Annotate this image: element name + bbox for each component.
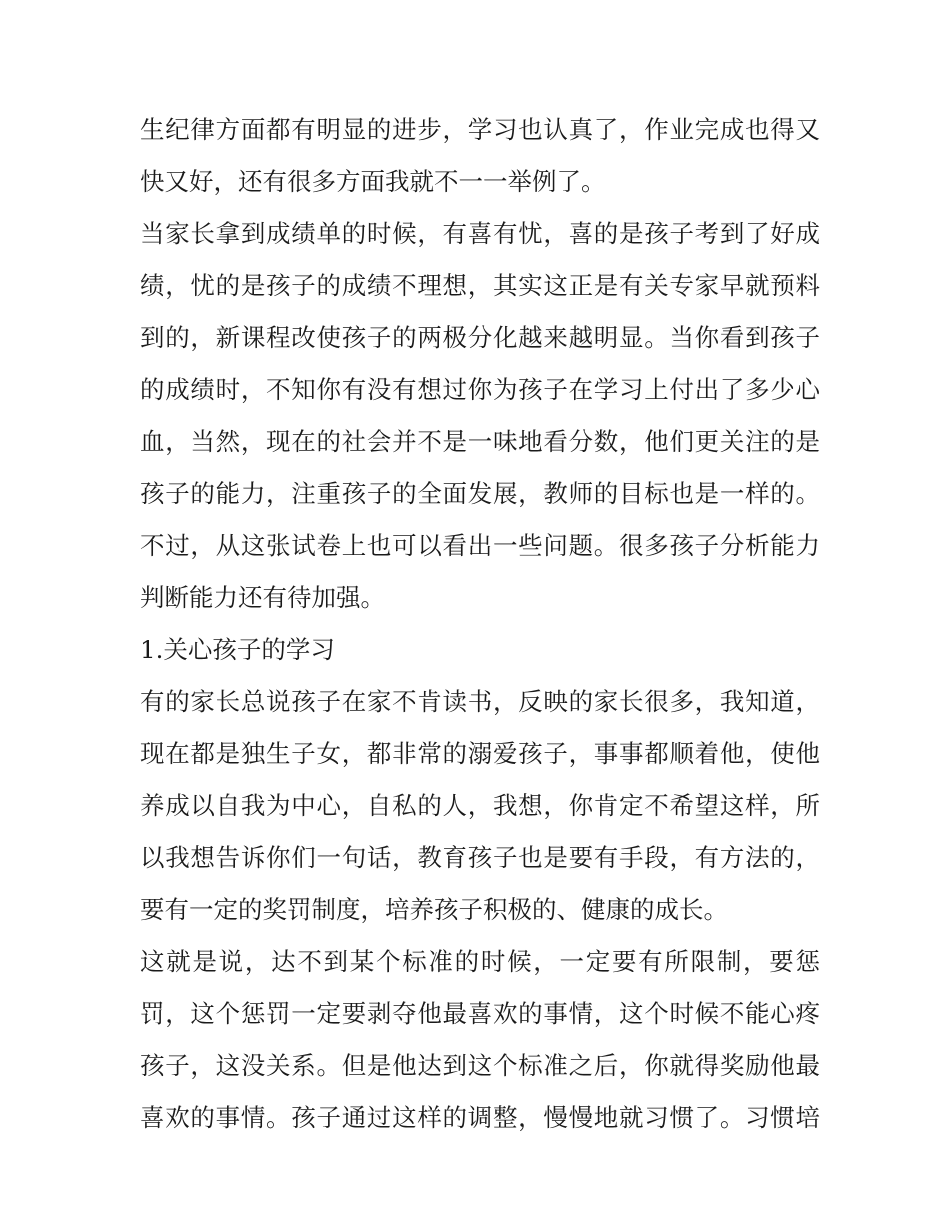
text-line: 这就是说，达不到某个标准的时候，一定要有所限制，要惩 [140,947,820,976]
text-line: 有的家长总说孩子在家不肯读书，反映的家长很多，我知道， [140,687,820,716]
text-line: 当家长拿到成绩单的时候，有喜有忧，喜的是孩子考到了好成 [140,219,820,248]
text-line: 要有一定的奖罚制度，培养孩子积极的、健康的成长。 [140,895,728,924]
paragraph-1 [140,104,820,208]
text-line: 生纪律方面都有明显的进步，学习也认真了，作业完成也得又 [140,115,820,144]
text-line: 孩子的能力，注重孩子的全面发展，教师的目标也是一样的。 [140,479,820,508]
text-line: 血，当然，现在的社会并不是一味地看分数，他们更关注的是 [140,427,820,456]
text-line: 的成绩时，不知你有没有想过你为孩子在学习上付出了多少心 [140,375,820,404]
paragraph-3 [140,676,820,936]
text-line: 快又好，还有很多方面我就不一一举例了。 [140,167,606,196]
paragraph-4 [140,936,820,1144]
text-line: 罚，这个惩罚一定要剥夺他最喜欢的事情，这个时候不能心疼 [140,999,820,1028]
text-line: 到的，新课程改使孩子的两极分化越来越明显。当你看到孩子 [140,323,820,352]
text-line: 孩子，这没关系。但是他达到这个标准之后，你就得奖励他最 [140,1051,820,1080]
text-line: 绩，忧的是孩子的成绩不理想，其实这正是有关专家早就预料 [140,271,820,300]
text-line: 不过，从这张试卷上也可以看出一些问题。很多孩子分析能力 [140,531,820,560]
text-line: 现在都是独生子女，都非常的溺爱孩子，事事都顺着他，使他 [140,739,820,768]
text-line: 判断能力还有待加强。 [140,583,385,612]
text-line: 喜欢的事情。孩子通过这样的调整，慢慢地就习惯了。习惯培 [140,1103,820,1132]
paragraph-2 [140,208,820,624]
section-heading [140,624,820,676]
heading-line: 1.关心孩子的学习 [140,635,335,664]
document-body [140,104,820,1144]
text-line: 养成以自我为中心，自私的人，我想，你肯定不希望这样，所 [140,791,820,820]
text-line: 以我想告诉你们一句话，教育孩子也是要有手段，有方法的， [140,843,820,872]
